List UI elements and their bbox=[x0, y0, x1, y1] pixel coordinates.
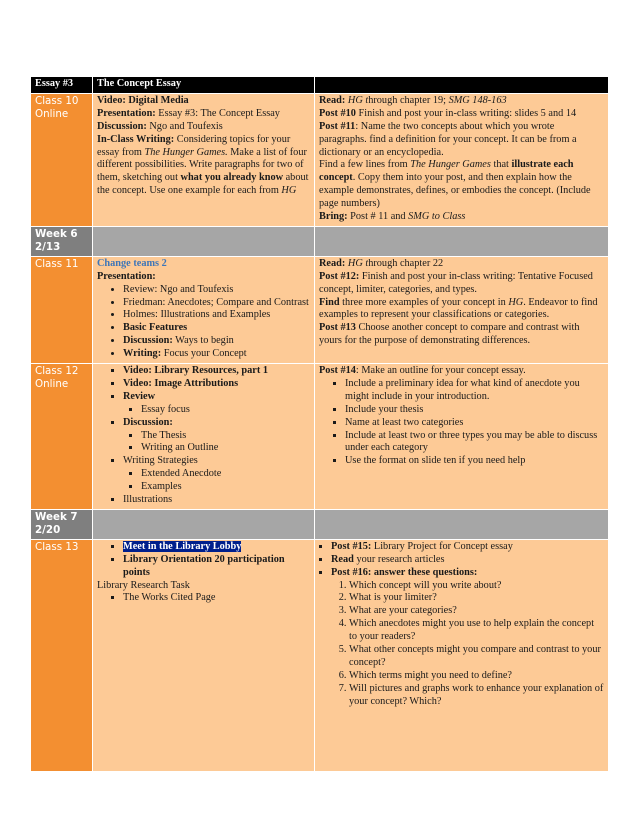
list-item: ▪ Discussion: bbox=[123, 417, 310, 430]
class10-activities: Video: Digital Media Presentation: Essay #3: The Concept Essay Discussion: Ngo and Toufexis In-Class Writing: Considering topics for your essay from The Hunger Games. Make a list of four different possibilities. Write paragraphs for two of them, sketching out what you already know about the concept. Use one example for each from HG bbox=[93, 93, 315, 226]
class11-homework: Read: HG through chapter 22 Post #12: Finish and post your in-class writing: Tentative Focused concept, limiter, categories, and types. Find three more examples of your concept in HG. Endeavor to find examples to represent your classifications or categories. Post #13 Choose another concept to compare and contrast with yours for the purpose of demonstrating differences. bbox=[315, 256, 609, 363]
list-item: ▪ Essay focus bbox=[141, 404, 310, 417]
list-item: ▪ Read your research articles bbox=[331, 554, 604, 567]
week7-label: Week 7 2/20 bbox=[31, 510, 93, 540]
list-item: ▪ Video: Library Resources, part 1 bbox=[123, 365, 310, 378]
list-item: ▪ Include a preliminary idea for what kind of anecdote you might include in your introduction. bbox=[345, 378, 604, 404]
schedule-table bbox=[30, 76, 609, 772]
list-item: ▪ Include your thesis bbox=[345, 404, 604, 417]
list-item: 3. What are your categories? bbox=[349, 605, 604, 618]
list-item: 4. Which anecdotes might you use to help explain the concept to your readers? bbox=[349, 618, 604, 644]
list-item: • Writing: Focus your Concept bbox=[123, 348, 310, 361]
class10-homework: Read: HG through chapter 19; SMG 148-163 Post #10 Finish and post your in-class writing: slides 5 and 14 Post #11: Name the two concepts about which you wrote paragraphs. find a definition for your concept. It can be from a dictionary or an encyclopedia. Find a few lines from The Hunger Games that illustrate each concept. Copy them into your post, and then explain how the example demonstrates, defines, or embodies the concept. (Include page numbers) Bring: Post # 11 and SMG to Class bbox=[315, 93, 609, 226]
list-item: ▪ Library Orientation 20 participation points bbox=[123, 554, 310, 580]
class13-homework bbox=[315, 539, 609, 771]
class10-label: Class 10 Online bbox=[31, 93, 93, 226]
list-item: 5. What other concepts might you compare and contrast to your concept? bbox=[349, 644, 604, 670]
class12-row bbox=[31, 364, 609, 510]
list-item: ▪ The Works Cited Page bbox=[123, 592, 310, 605]
list-item: • Discussion: Ways to begin bbox=[123, 335, 310, 348]
list-item: ▪ Use the format on slide ten if you need help bbox=[345, 455, 604, 468]
list-item: ▪ Extended Anecdote bbox=[141, 468, 310, 481]
list-item: ▪ Examples bbox=[141, 481, 310, 494]
list-item: • Holmes: Illustrations and Examples bbox=[123, 309, 310, 322]
header-row bbox=[31, 77, 609, 94]
week7-row bbox=[31, 510, 609, 540]
list-item: ▪ Video: Image Attributions bbox=[123, 378, 310, 391]
class13-row bbox=[31, 539, 609, 771]
essay-label: Essay #3 bbox=[31, 77, 93, 94]
week6-row bbox=[31, 226, 609, 256]
list-item: 2. What is your limiter? bbox=[349, 592, 604, 605]
list-item: ▪ Writing an Outline bbox=[141, 442, 310, 455]
list-item: ▪ Meet in the Library Lobby bbox=[123, 541, 310, 554]
list-item: ▪ The Thesis bbox=[141, 430, 310, 443]
list-item: ▪ Illustrations bbox=[123, 494, 310, 507]
list-item: ▪ Post #16: answer these questions: bbox=[331, 567, 604, 580]
class11-label: Class 11 bbox=[31, 256, 93, 363]
list-item: • Friedman: Anecdotes; Compare and Contrast bbox=[123, 297, 310, 310]
class12-homework: Post #14: Make an outline for your concept essay. ▪ Include a preliminary idea for what kind of anecdote you might include in your introduction. ▪ Include your thesis ▪ Name at least two categories ▪ Include at least two or three types you may be able to discuss under each category ▪ Use the format on slide ten if you need help bbox=[315, 364, 609, 510]
list-item: ▪ Writing Strategies bbox=[123, 455, 310, 468]
list-item: • Review: Ngo and Toufexis bbox=[123, 284, 310, 297]
essay-title: The Concept Essay bbox=[93, 77, 315, 94]
class11-list bbox=[97, 284, 310, 361]
class13-label: Class 13 bbox=[31, 539, 93, 771]
list-item: 7. Will pictures and graphs work to enhance your explanation of your concept? Which? bbox=[349, 683, 604, 709]
list-item: 1. Which concept will you write about? bbox=[349, 580, 604, 593]
class12-label: Class 12 Online bbox=[31, 364, 93, 510]
list-item: 6. Which terms might you need to define? bbox=[349, 670, 604, 683]
list-item: • Basic Features bbox=[123, 322, 310, 335]
list-item: ▪ Review bbox=[123, 391, 310, 404]
week6-label: Week 6 2/13 bbox=[31, 226, 93, 256]
list-item: ▪ Post #15: Library Project for Concept essay bbox=[331, 541, 604, 554]
list-item: ▪ Include at least two or three types you may be able to discuss under each category bbox=[345, 430, 604, 456]
class13-activities: ▪ Meet in the Library Lobby ▪ Library Orientation 20 participation points Library Research Task ▪ The Works Cited Page bbox=[93, 539, 315, 771]
class12-activities bbox=[93, 364, 315, 510]
class10-row bbox=[31, 93, 609, 226]
class11-row bbox=[31, 256, 609, 363]
class11-activities: Change teams 2 Presentation: • Review: Ngo and Toufexis • Friedman: Anecdotes; Compare and Contrast • Holmes: Illustrations and Examples • Basic Features • Discussion: Ways to begin • Writing: Focus your Concept bbox=[93, 256, 315, 363]
list-item: ▪ Name at least two categories bbox=[345, 417, 604, 430]
